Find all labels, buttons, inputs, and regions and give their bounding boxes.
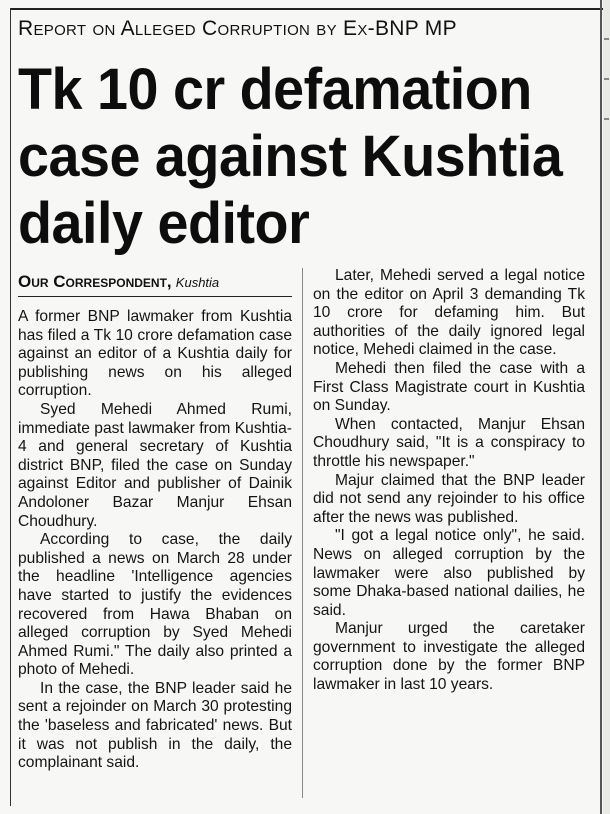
paragraph: Mehedi then filed the case with a First Class Magistrate court in Kushtia on Sunday. <box>313 359 585 415</box>
paragraph: Syed Mehedi Ahmed Rumi, immediate past lawmaker from Kushtia-4 and general secretary of Kushtia district BNP, filed the case on Sunday against Editor and publisher of Dainik Andoloner Bazar Manjur Ehsan Choudhury. <box>18 400 292 530</box>
right-column <box>313 267 585 695</box>
paragraph: Majur claimed that the BNP leader did not send any rejoinder to his office after the news was published. <box>313 471 585 526</box>
byline-rule <box>18 296 292 297</box>
paragraph: Manjur urged the caretaker government to investigate the alleged corruption done by the former BNP lawmaker in last 10 years. <box>313 620 585 694</box>
byline-name: Our Correspondent, <box>18 272 172 291</box>
byline-place: Kushtia <box>175 275 220 290</box>
top-rule <box>10 8 610 10</box>
right-rule <box>600 0 602 814</box>
left-rule <box>10 8 11 806</box>
left-column <box>18 308 292 773</box>
paragraph: "I got a legal notice only", he said. News on alleged corruption by the lawmaker were also published by some Dhaka-based national dailies, he said. <box>313 527 585 619</box>
column-divider <box>302 268 303 798</box>
adjacent-page-edge <box>603 0 610 814</box>
paragraph: Later, Mehedi served a legal notice on the editor on April 3 demanding Tk 10 crore for defaming him. But authorities of the daily ignored legal notice, Mehedi claimed in the case. <box>313 267 585 359</box>
paragraph: According to case, the daily published a news on March 28 under the headline 'Intelligence agencies have started to justify the evidences recovered from Hawa Bhaban on alleged corruption by Syed Mehedi Ahmed Rumi." The daily also printed a photo of Mehedi. <box>18 531 292 679</box>
byline <box>18 272 298 292</box>
headline: Tk 10 cr defamation case against Kushtia daily editor <box>18 57 563 256</box>
paragraph: When contacted, Manjur Ehsan Choudhury said, "It is a conspiracy to throttle his newspaper." <box>313 415 585 470</box>
paragraph: A former BNP lawmaker from Kushtia has filed a Tk 10 crore defamation case against an editor of a Kushtia daily for publishing news on his alleged corruption. <box>18 308 292 400</box>
kicker: Report on Alleged Corruption by Ex-BNP MP <box>18 17 457 40</box>
paragraph: In the case, the BNP leader said he sent a rejoinder on March 30 protesting the 'baseless and fabricated' news. But it was not publish in the daily, the complainant said. <box>18 679 292 772</box>
